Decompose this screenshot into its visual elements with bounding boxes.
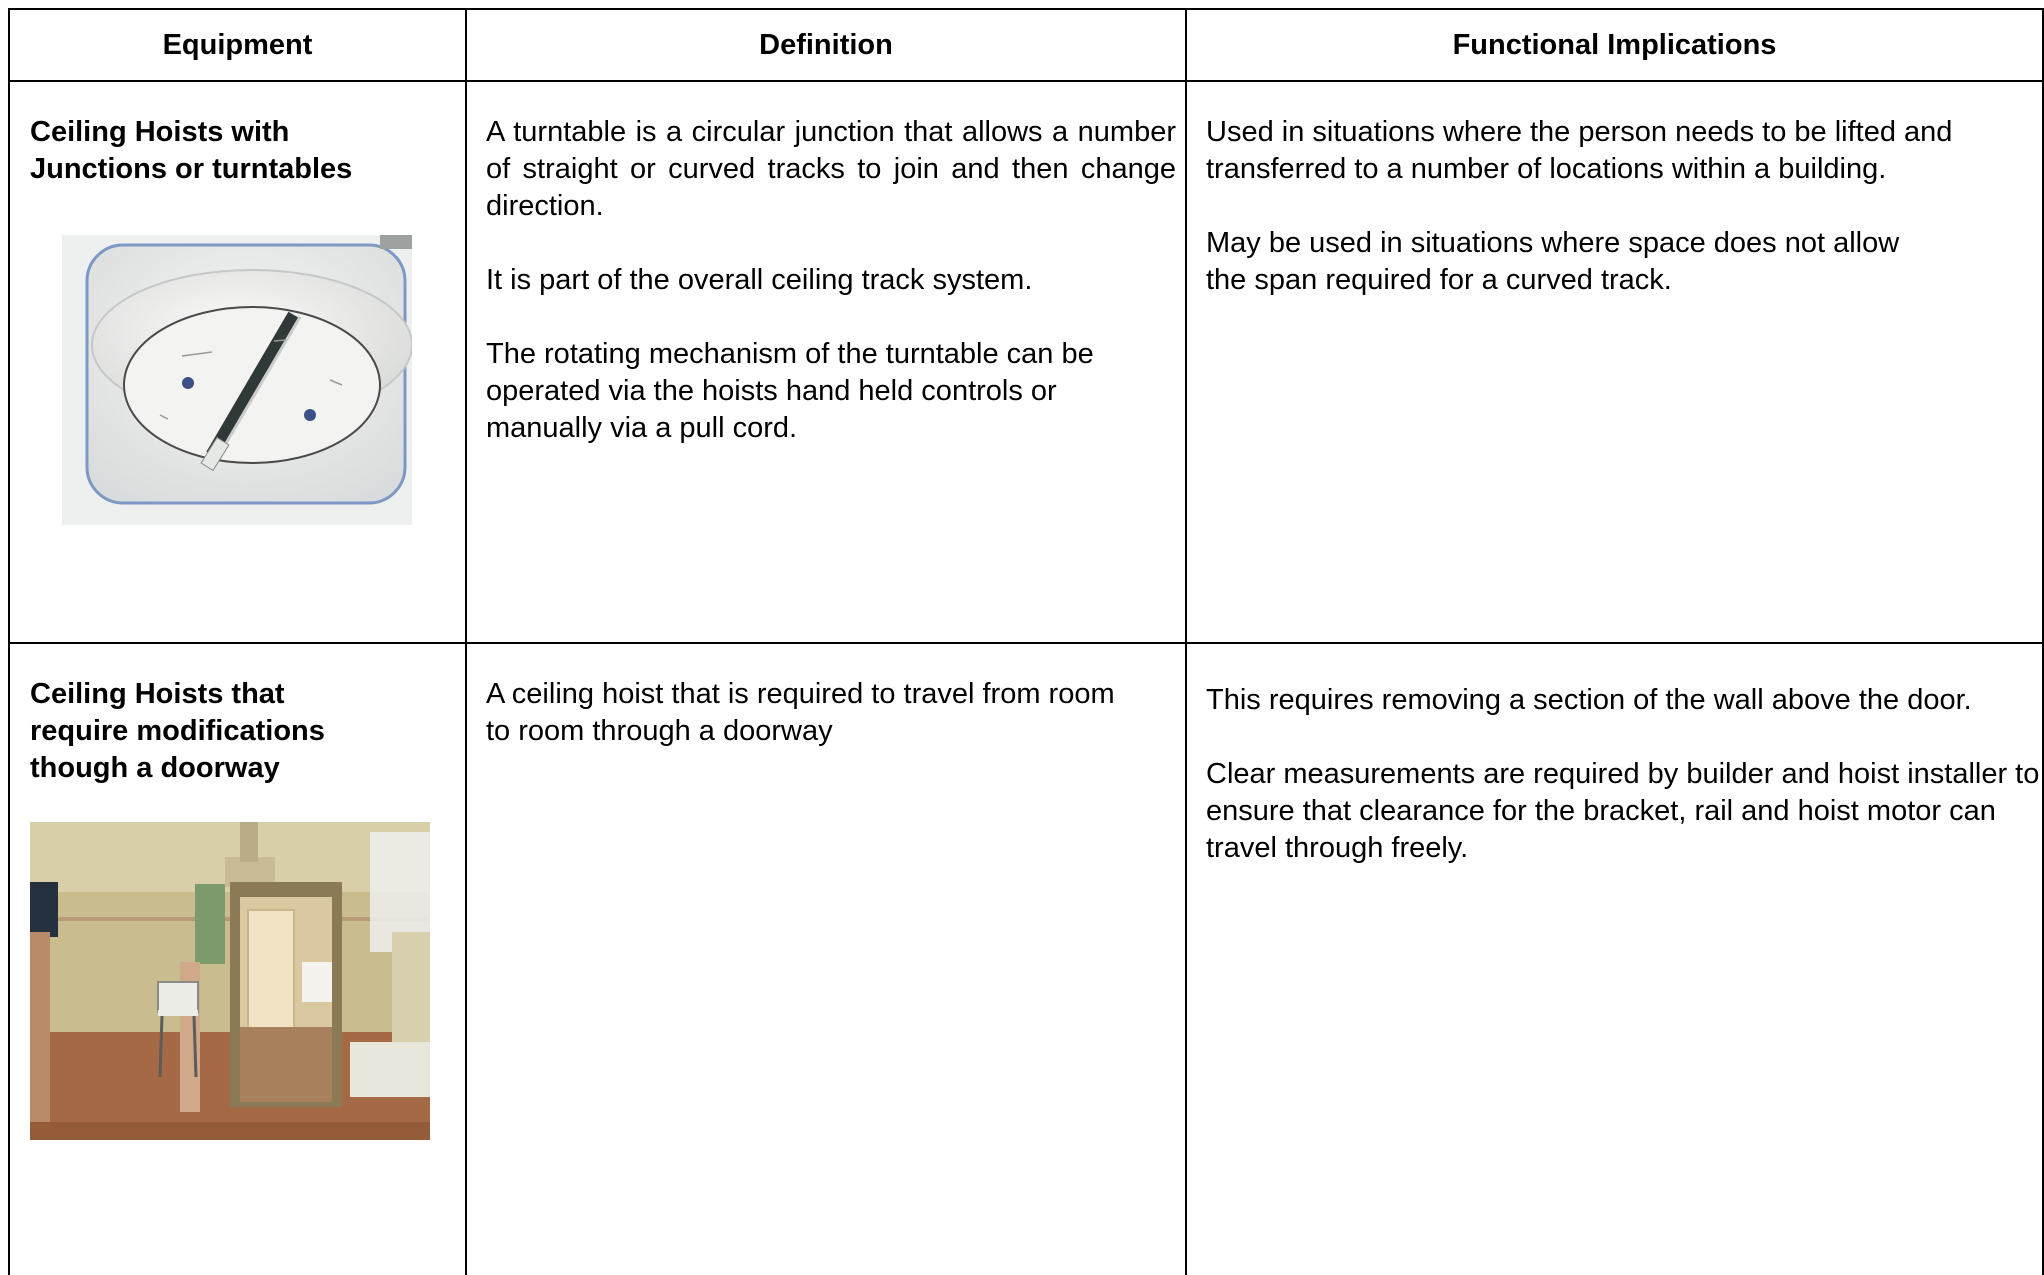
implication-paragraph: Used in situations where the person needs to be lifted and transferred to a number of locations within a building.: [1206, 116, 1953, 185]
equipment-name-line: Junctions or turntables: [30, 153, 353, 185]
equipment-name-line: Ceiling Hoists that: [30, 678, 285, 710]
definition-paragraph: It is part of the overall ceiling track system.: [486, 264, 1033, 296]
definition-paragraph: The rotating mechanism of the turntable can be operated via the hoists hand held controls or manually via a pull cord.: [486, 338, 1094, 444]
equipment-name-line: require modifications: [30, 715, 325, 747]
doorway-hoist-photo: [30, 822, 430, 1140]
implication-paragraph: Clear measurements are required by builder and hoist installer to ensure that clearance for the bracket, rail and hoist motor can travel through freely.: [1206, 758, 2040, 864]
table-row-1-equipment: [30, 114, 450, 188]
implication-paragraph: This requires removing a section of the wall above the door.: [1206, 684, 1972, 716]
header-equipment: Equipment: [162, 28, 313, 61]
equipment-table: [8, 8, 2044, 1275]
row-divider: [10, 642, 2042, 644]
definition-paragraph: A turntable is a circular junction that allows a number of straight or curved tracks to join and then change direction.: [486, 116, 1176, 222]
equipment-name-line: though a doorway: [30, 752, 280, 784]
table-row-2-definition: [486, 676, 1176, 787]
definition-paragraph: A ceiling hoist that is required to travel from room to room through a doorway: [486, 678, 1115, 747]
equipment-name-line: Ceiling Hoists with: [30, 116, 290, 148]
table-row-2-implications: [1206, 682, 2042, 904]
header-functional-implications: Functional Implications: [1452, 28, 1777, 61]
table-row-1-definition: [486, 114, 1176, 484]
row-divider: [10, 80, 2042, 82]
table-row-1-implications: [1206, 114, 2042, 336]
implication-paragraph: May be used in situations where space does not allow the span required for a curved track.: [1206, 227, 1900, 296]
header-definition: Definition: [759, 28, 893, 61]
table-row-2-equipment: [30, 676, 450, 787]
ceiling-turntable-photo: [62, 235, 412, 525]
